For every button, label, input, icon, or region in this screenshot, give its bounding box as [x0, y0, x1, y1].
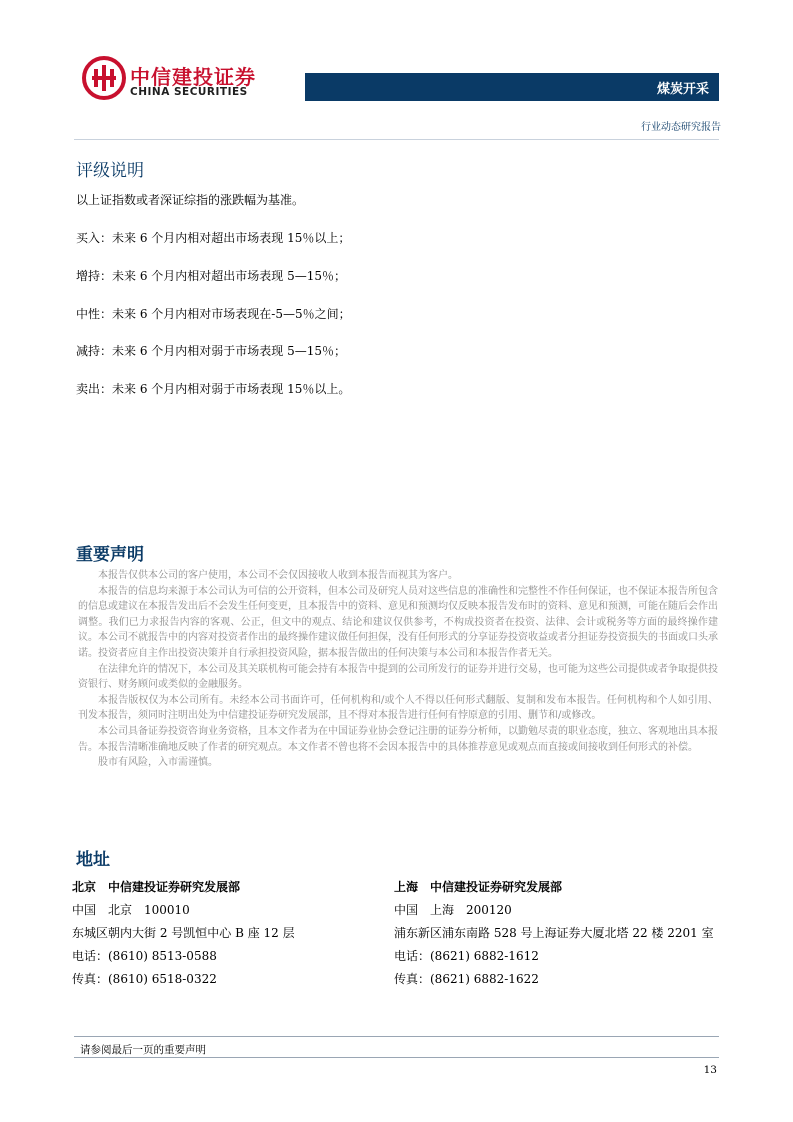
header-bar	[305, 73, 719, 101]
footer-divider	[74, 1036, 719, 1037]
address-shanghai-title: 上海 中信建投证券研究发展部	[394, 880, 563, 894]
rating-underweight: 减持：未来 6 个月内相对弱于市场表现 5—15％；	[76, 344, 346, 358]
rating-neutral: 中性：未来 6 个月内相对市场表现在-5—5％之间；	[76, 307, 351, 321]
address-heading: 地址	[76, 850, 110, 870]
page-number: 13	[703, 1064, 717, 1076]
citic-emblem-icon	[82, 56, 126, 100]
rating-sell: 卖出：未来 6 个月内相对弱于市场表现 15％以上。	[76, 382, 351, 396]
disclaimer-paragraph: 本公司具备证券投资咨询业务资格，且本文作者为在中国证券业协会登记注册的证券分析师，以勤勉尽责的职业态度，独立、客观地出具本报告。本报告清晰准确地反映了作者的研究观点。本文作者不曾也将不会因本报告中的具体推荐意见或观点而直接或间接收到任何形式的补偿。	[78, 725, 718, 753]
address-beijing-fax: 传真：(8610) 6518-0322	[72, 972, 217, 986]
sector-label: 煤炭开采	[656, 82, 709, 97]
address-shanghai-city: 中国 上海 200120	[394, 903, 512, 917]
brand-name-cn: 中信建投证券	[130, 65, 256, 89]
disclaimer-paragraph: 本报告仅供本公司的客户使用，本公司不会仅因接收人收到本报告而视其为客户。	[98, 570, 458, 581]
address-shanghai-street: 浦东新区浦东南路 528 号上海证券大厦北塔 22 楼 2201 室	[394, 926, 714, 940]
disclaimer-paragraph: 本报告版权仅为本公司所有。未经本公司书面许可，任何机构和/或个人不得以任何形式翻版、复制和发布本报告。任何机构和个人如引用、刊发本报告，须同时注明出处为中信建投证券研究发展部，且不得对本报告进行任何有悖原意的引用、删节和/或修改。	[78, 694, 718, 722]
address-shanghai-fax: 传真：(8621) 6882-1622	[394, 972, 539, 986]
footer-note: 请参阅最后一页的重要声明	[80, 1044, 206, 1056]
ratings-intro: 以上证指数或者深证综指的涨跌幅为基准。	[76, 193, 305, 207]
address-beijing-phone: 电话：(8610) 8513-0588	[72, 949, 217, 963]
report-type: 行业动态研究报告	[641, 122, 721, 133]
footer-divider-lower	[74, 1057, 719, 1058]
company-logo	[82, 56, 256, 104]
rating-overweight: 增持：未来 6 个月内相对超出市场表现 5—15％；	[76, 269, 346, 283]
address-beijing	[72, 876, 295, 991]
address-beijing-city: 中国 北京 100010	[72, 903, 190, 917]
address-shanghai-phone: 电话：(8621) 6882-1612	[394, 949, 539, 963]
address-beijing-title: 北京 中信建投证券研究发展部	[72, 880, 241, 894]
disclaimer-paragraph: 在法律允许的情况下，本公司及其关联机构可能会持有本报告中提到的公司所发行的证券并进行交易，也可能为这些公司提供或者争取提供投资银行、财务顾问或类似的金融服务。	[78, 663, 718, 691]
ratings-heading: 评级说明	[76, 161, 144, 181]
address-shanghai	[394, 876, 714, 991]
disclaimer-paragraph: 本报告的信息均来源于本公司认为可信的公开资料，但本公司及研究人员对这些信息的准确性和完整性不作任何保证，也不保证本报告所包含的信息或建议在本报告发出后不会发生任何变更，且本报告中的资料、意见和预测均仅反映本报告发布时的资料、意见和预测，可能在随后会作出调整。我们已力求报告内容的客观、公正，但文中的观点、结论和建议仅供参考，不构成投资者在投资、法律、会计或税务等方面的最终操作建议。本公司不就报告中的内容对投资者作出的最终操作建议做任何担保，没有任何形式的分享证券投资收益或者分担证券投资损失的书面或口头承诺。投资者应自主作出投资决策并自行承担投资风险，据本报告做出的任何决策与本公司和本报告作者无关。	[78, 585, 718, 659]
rating-buy: 买入：未来 6 个月内相对超出市场表现 15％以上；	[76, 231, 351, 245]
header-divider	[74, 139, 719, 140]
disclaimer-heading: 重要声明	[76, 545, 144, 565]
brand-name-en: CHINA SECURITIES	[130, 86, 248, 98]
address-beijing-street: 东城区朝内大街 2 号凯恒中心 B 座 12 层	[72, 926, 295, 940]
disclaimer-paragraph: 股市有风险，入市需谨慎。	[98, 757, 218, 769]
disclaimer-body	[78, 568, 718, 771]
